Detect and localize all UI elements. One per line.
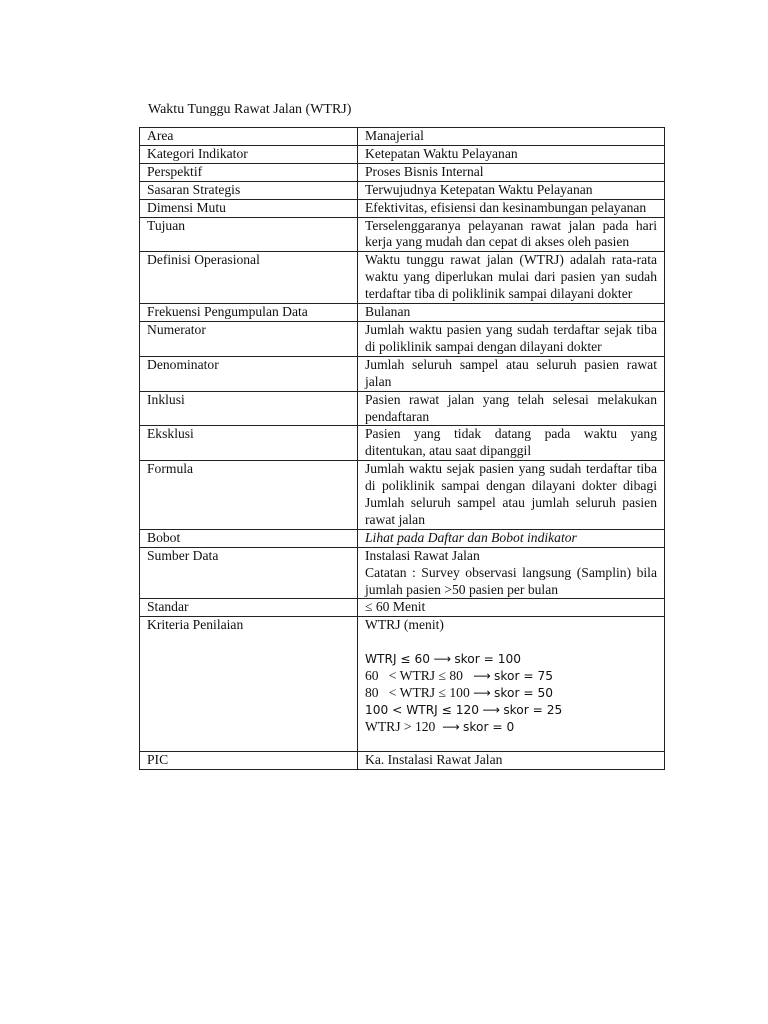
row-value: Ka. Instalasi Rawat Jalan [358,751,665,769]
row-value: Ketepatan Waktu Pelayanan [358,145,665,163]
table-row-perspektif [140,163,665,181]
criteria-score: skor = 100 [454,652,521,667]
arrow-icon: ⟶ [442,719,460,734]
table-row-standar [140,599,665,617]
table-row-pic [140,751,665,769]
table-row-eksklusi [140,426,665,461]
row-label: Formula [140,461,358,530]
row-label: Numerator [140,321,358,356]
row-label: Perspektif [140,163,358,181]
criteria-score: skor = 75 [494,669,553,684]
row-label: Dimensi Mutu [140,199,358,217]
criteria-range: WTRJ > 120 [365,718,436,734]
table-row-frekuensi-pengumpulan-data [140,304,665,322]
criteria-range: 60 < WTRJ ≤ 80 [365,668,463,684]
row-value [358,617,665,751]
row-value: Manajerial [358,128,665,146]
row-label: Eksklusi [140,426,358,461]
row-value: ≤ 60 Menit [358,599,665,617]
criteria-heading: WTRJ (menit) [365,617,444,633]
row-label: Denominator [140,356,358,391]
row-label: Area [140,128,358,146]
criteria-score: skor = 0 [463,719,515,734]
row-value: Pasien yang tidak datang pada waktu yang ditentukan, atau saat dipanggil [358,426,665,461]
table-row-inklusi [140,391,665,426]
row-value: Lihat pada Daftar dan Bobot indikator [358,529,665,547]
table-row-kategori-indikator [140,145,665,163]
criteria-item [365,719,657,736]
row-value: Jumlah seluruh sampel atau seluruh pasien rawat jalan [358,356,665,391]
arrow-icon: ⟶ [473,669,491,684]
table-row-denominator [140,356,665,391]
sumber-data-note: Catatan : Survey observasi langsung (Samplin) bila jumlah pasien >50 pasien per bulan [365,564,657,597]
row-label: Sumber Data [140,547,358,599]
sumber-data-value: Instalasi Rawat Jalan [365,547,480,563]
document-title: Waktu Tunggu Rawat Jalan (WTRJ) [148,102,352,117]
row-label: Bobot [140,529,358,547]
row-label: Standar [140,599,358,617]
criteria-score: skor = 50 [494,686,553,701]
row-label: Tujuan [140,217,358,252]
table-row-numerator [140,321,665,356]
row-label: Sasaran Strategis [140,181,358,199]
table-row-definisi-operasional [140,252,665,304]
arrow-icon: ⟶ [482,703,500,717]
criteria-item [365,685,657,702]
row-value: Jumlah waktu pasien yang sudah terdaftar sejak tiba di poliklinik sampai dengan dilayani dokter [358,321,665,356]
row-value [358,547,665,599]
arrow-icon: ⟶ [473,686,491,701]
row-label: Frekuensi Pengumpulan Data [140,304,358,322]
row-value: Terselenggaranya pelayanan rawat jalan pada hari kerja yang mudah dan cepat di akses oleh pasien [358,217,665,252]
criteria-score: skor = 25 [503,703,563,717]
row-value: Terwujudnya Ketepatan Waktu Pelayanan [358,181,665,199]
row-value: Pasien rawat jalan yang telah selesai melakukan pendaftaran [358,391,665,426]
row-value: Jumlah waktu sejak pasien yang sudah terdaftar tiba di poliklinik sampai dengan dilayani dokter dibagi Jumlah seluruh sampel atau jumlah seluruh pasien rawat jalan [358,461,665,530]
table-row-area [140,128,665,146]
row-label: Kategori Indikator [140,145,358,163]
criteria-item [365,668,657,685]
row-label: Definisi Operasional [140,252,358,304]
arrow-icon: ⟶ [433,652,451,667]
table-row-bobot [140,529,665,547]
table-row-tujuan [140,217,665,252]
criteria-item [365,651,657,668]
criteria-list [365,651,657,736]
row-label: Inklusi [140,391,358,426]
criteria-item [365,702,657,719]
row-value: Bulanan [358,304,665,322]
row-value: Waktu tunggu rawat jalan (WTRJ) adalah rata-rata waktu yang diperlukan mulai dari pasien yan sudah terdaftar tiba di poliklinik sampai dilayani dokter [358,252,665,304]
table-row-sumber-data [140,547,665,599]
row-label: Kriteria Penilaian [140,617,358,751]
row-value: Efektivitas, efisiensi dan kesinambungan pelayanan [358,199,665,217]
table-row-sasaran-strategis [140,181,665,199]
table-row-kriteria-penilaian [140,617,665,751]
indicator-profile-table [139,127,665,770]
row-value: Proses Bisnis Internal [358,163,665,181]
row-label: PIC [140,751,358,769]
table-row-dimensi-mutu [140,199,665,217]
table-row-formula [140,461,665,530]
criteria-range: WTRJ ≤ 60 [365,652,431,667]
criteria-range: 80 < WTRJ ≤ 100 [365,685,470,701]
criteria-range: 100 < WTRJ ≤ 120 [365,703,480,717]
